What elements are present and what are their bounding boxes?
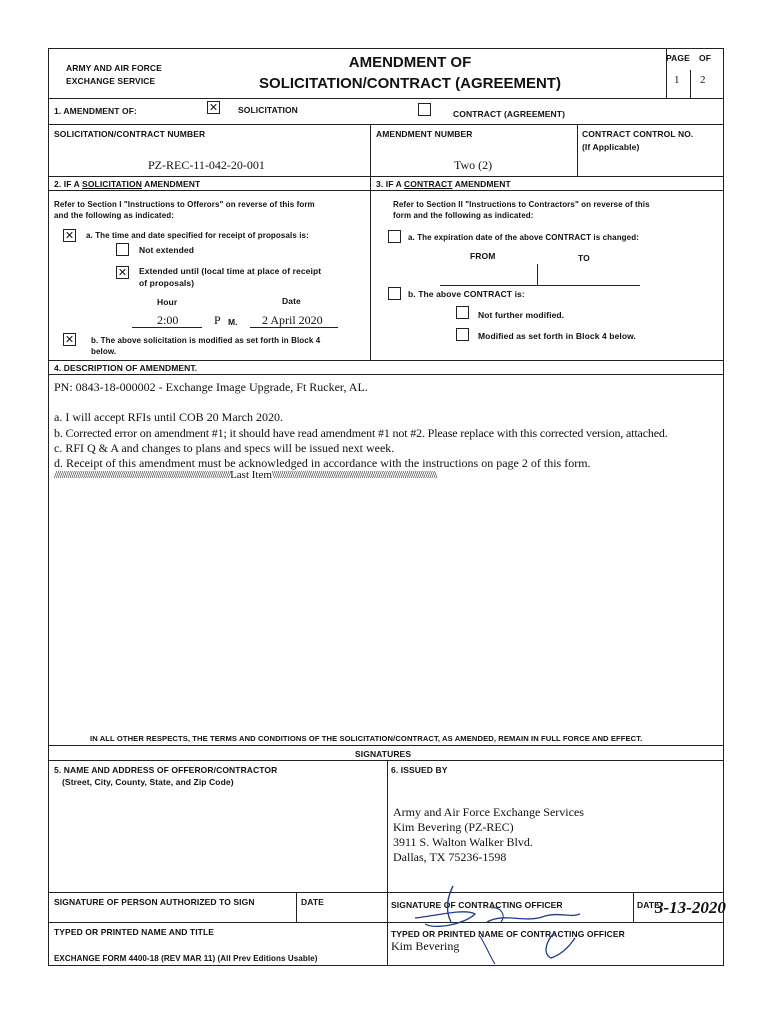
officer-signature-mark [395, 878, 595, 968]
block2-b-line1: b. The above solicitation is modified as set forth in Block 4 [91, 336, 321, 345]
issuer-line3: 3911 S. Walton Walker Blvd. [393, 835, 533, 849]
solicitation-label: SOLICITATION [238, 105, 298, 115]
solicitation-number: PZ-REC-11-042-20-001 [148, 158, 265, 172]
date-label: Date [282, 296, 301, 306]
contract-checkbox[interactable] [418, 103, 431, 116]
terms-conditions-note: IN ALL OTHER RESPECTS, THE TERMS AND CONDITIONS OF THE SOLICITATION/CONTRACT, AS AMENDED, REMAIN IN FULL FORCE AND EFFECT. [90, 734, 643, 743]
block3-a-label: a. The expiration date of the above CONTRACT is changed: [408, 233, 639, 242]
from-label: FROM [470, 251, 496, 261]
contract-control-label: CONTRACT CONTROL NO. [582, 129, 694, 139]
block2-b-line2: below. [91, 347, 117, 356]
block3-b-checkbox[interactable] [388, 287, 401, 300]
not-modified-label: Not further modified. [478, 310, 565, 320]
amendment-item-b: b. Corrected error on amendment #1; it should have read amendment #1 not #2. Please replace with this corrected version, attached. [54, 426, 668, 440]
amendment-item-c: c. RFI Q & A and changes to plans and specs will be issued next week. [54, 441, 395, 455]
signature-date: 3-13-2020 [655, 898, 726, 917]
amendment-of-label: 1. AMENDMENT OF: [54, 106, 137, 116]
block2-refer-line2: and the following as indicated: [54, 211, 174, 220]
issuer-line2: Kim Bevering (PZ-REC) [393, 820, 514, 834]
contract-agreement-label: CONTRACT (AGREEMENT) [453, 109, 566, 119]
block6-label: 6. ISSUED BY [391, 765, 448, 775]
extended-checkbox[interactable]: ✕ [117, 266, 128, 279]
typed-name-label-left: TYPED OR PRINTED NAME AND TITLE [54, 927, 215, 937]
modified-checkbox[interactable] [456, 328, 469, 341]
extended-label-line2: of proposals) [139, 278, 195, 288]
block3-header: 3. IF A CONTRACT AMENDMENT [376, 179, 511, 189]
authorized-signature-label: SIGNATURE OF PERSON AUTHORIZED TO SIGN [54, 897, 255, 907]
date-label-left: DATE [301, 897, 324, 907]
signatures-header: SIGNATURES [355, 749, 412, 759]
last-item-line: //////////////////////////////////////////////////////////////////////////////////////////Last Item\\\\\\\\\\\\\\\\\\\\\\\\\\\\\\\\\\\\\\\\\\\\\\\\\\\\\\\\\\\\\\\\\\\\\\\\\\\\\\\\\\\\ [54, 469, 437, 481]
to-label: TO [578, 253, 590, 263]
page-label: PAGE [666, 53, 690, 63]
not-extended-checkbox[interactable] [116, 243, 129, 256]
page-number: 1 [674, 74, 680, 86]
project-number-line: PN: 0843-18-000002 - Exchange Image Upgrade, Ft Rucker, AL. [54, 380, 368, 394]
pm-value: P [214, 313, 221, 327]
block5-label-line2: (Street, City, County, State, and Zip Code) [62, 777, 234, 787]
issuer-line1: Army and Air Force Exchange Services [393, 805, 584, 819]
block5-label-line1: 5. NAME AND ADDRESS OF OFFEROR/CONTRACTOR [54, 765, 278, 775]
form-title-line1: AMENDMENT OF [348, 54, 472, 71]
date-label-right: DATE [637, 900, 660, 910]
extended-label-line1: Extended until (local time at place of receipt [139, 266, 322, 276]
issuer-line4: Dallas, TX 75236-1598 [393, 850, 507, 864]
amendment-number-label: AMENDMENT NUMBER [376, 129, 473, 139]
amendment-number: Two (2) [454, 158, 493, 172]
block2-a-label: a. The time and date specified for receipt of proposals is: [86, 231, 309, 240]
page-total: 2 [700, 74, 706, 86]
hour-value: 2:00 [157, 313, 179, 327]
block2-header: 2. IF A SOLICITATION AMENDMENT [54, 179, 201, 189]
amendment-item-d: d. Receipt of this amendment must be acknowledged in accordance with the instructions on page 2 of this form. [54, 456, 591, 470]
hour-label: Hour [157, 297, 178, 307]
block2-a-checkbox[interactable]: ✕ [64, 229, 75, 242]
solicitation-number-label: SOLICITATION/CONTRACT NUMBER [54, 129, 206, 139]
block3-refer-line1: Refer to Section II "Instructions to Contractors" on reverse of this [393, 200, 650, 209]
m-label: M. [228, 317, 238, 327]
not-extended-label: Not extended [139, 245, 195, 255]
block3-refer-line2: form and the following as indicated: [393, 211, 534, 220]
date-value: 2 April 2020 [262, 313, 323, 327]
form-title-line2: SOLICITATION/CONTRACT (AGREEMENT) [259, 75, 561, 92]
page-of-label: OF [699, 53, 712, 63]
agency-name-line1: ARMY AND AIR FORCE [66, 63, 162, 73]
agency-name-line2: EXCHANGE SERVICE [66, 76, 156, 86]
amendment-item-a: a. I will accept RFIs until COB 20 March 2020. [54, 410, 283, 424]
block2-refer-line1: Refer to Section I "Instructions to Offerors" on reverse of this form [54, 200, 315, 209]
not-modified-checkbox[interactable] [456, 306, 469, 319]
block2-b-checkbox[interactable]: ✕ [64, 333, 75, 346]
modified-label: Modified as set forth in Block 4 below. [478, 331, 637, 341]
block3-b-label: b. The above CONTRACT is: [408, 289, 525, 299]
form-identifier: EXCHANGE FORM 4400-18 (REV MAR 11) (All Prev Editions Usable) [54, 954, 318, 963]
typed-name-label-right: TYPED OR PRINTED NAME OF CONTRACTING OFFICER [391, 929, 625, 939]
block3-a-checkbox[interactable] [388, 230, 401, 243]
officer-signature-label: SIGNATURE OF CONTRACTING OFFICER [391, 900, 563, 910]
block4-header: 4. DESCRIPTION OF AMENDMENT. [54, 363, 198, 373]
officer-name: Kim Bevering [391, 939, 460, 953]
solicitation-checkbox[interactable]: ✕ [208, 101, 219, 114]
contract-control-applicable: (If Applicable) [582, 142, 640, 152]
